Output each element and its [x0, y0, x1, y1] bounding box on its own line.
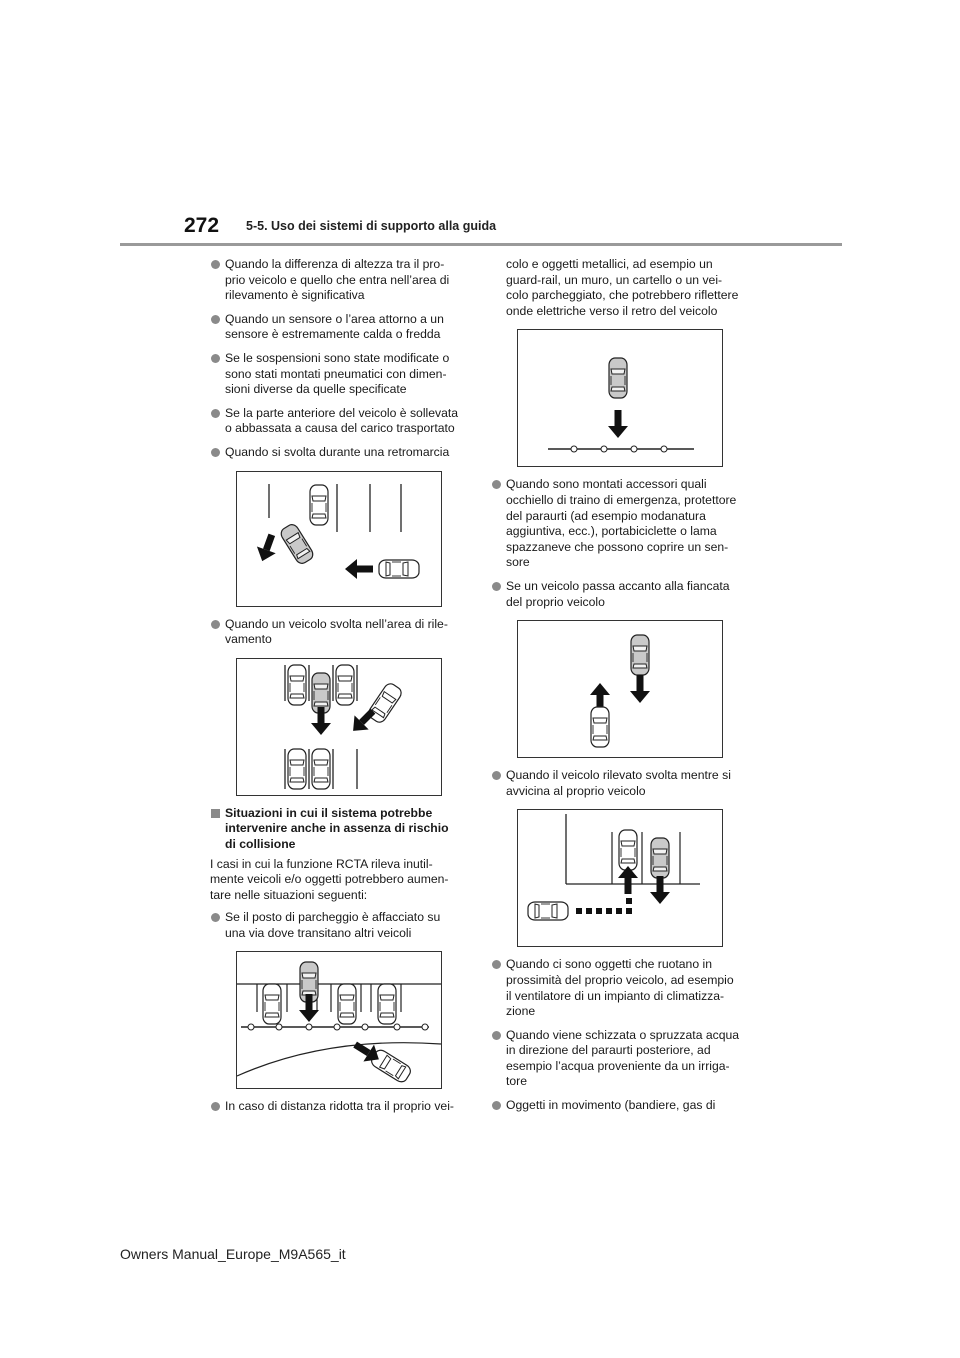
figure-vehicle-turning-into-area	[236, 658, 442, 796]
figure-reverse-turn	[236, 471, 442, 607]
bullet-icon	[492, 1101, 501, 1110]
bullet-icon	[211, 1102, 220, 1111]
right-column	[491, 257, 743, 1122]
list-item: Quando un veicolo svolta nell’area di rile- vamento	[210, 617, 462, 648]
figure-reflective-objects	[517, 329, 723, 467]
section-title: 5-5. Uso dei sistemi di supporto alla guida	[246, 219, 497, 233]
bullet-icon	[211, 315, 220, 324]
bullet-icon	[492, 960, 501, 969]
bullet-icon	[492, 582, 501, 591]
list-item: Se la parte anteriore del veicolo è sollevata o abbassata a causa del carico trasportato	[210, 406, 462, 437]
square-bullet-icon	[211, 809, 220, 818]
list-item: Se le sospensioni sono state modificate o sono stati montati pneumatici con dimen- sioni diverse da quelle specificate	[210, 351, 462, 398]
bullet-icon	[211, 260, 220, 269]
list-item: Oggetti in movimento (bandiere, gas di	[491, 1098, 743, 1114]
footer-text: Owners Manual_Europe_M9A565_it	[120, 1246, 346, 1262]
bullet-icon	[211, 448, 220, 457]
list-item: Se un veicolo passa accanto alla fiancata del proprio veicolo	[491, 579, 743, 610]
paragraph: I casi in cui la funzione RCTA rileva inutil- mente veicoli e/o oggetti potrebbero aumen- tare nelle situazioni seguenti:	[210, 856, 449, 902]
bullet-icon	[492, 771, 501, 780]
page-number: 272	[184, 214, 220, 237]
bullet-icon	[211, 620, 220, 629]
list-item: Quando il veicolo rilevato svolta mentre si avvicina al proprio veicolo	[491, 768, 743, 799]
list-item: Se il posto di parcheggio è affacciato su una via dove transitano altri veicoli	[210, 910, 462, 941]
bullet-icon	[211, 354, 220, 363]
list-item: Quando ci sono oggetti che ruotano in prossimità del proprio veicolo, ad esempio il ventilatore di un impianto di climatizza- zione	[491, 957, 743, 1019]
list-item: Quando viene schizzata o spruzzata acqua in direzione del paraurti posteriore, ad esempio l’acqua proveniente da un irriga- tore	[491, 1028, 743, 1090]
left-column	[210, 257, 462, 1123]
figure-vehicle-passing-alongside	[517, 620, 723, 758]
bullet-icon	[492, 480, 501, 489]
list-item: Quando un sensore o l’area attorno a un sensore è estremamente calda o fredda	[210, 312, 462, 343]
bullet-icon	[211, 409, 220, 418]
subheading: Situazioni in cui il sistema potrebbe intervenire anche in assenza di rischio di collisione	[210, 806, 462, 853]
list-item: Quando la differenza di altezza tra il pro- prio veicolo e quello che entra nell’area di rilevamento è significativa	[210, 257, 462, 304]
header-rule	[120, 243, 842, 246]
figure-parking-by-road	[236, 951, 442, 1089]
bullet-icon	[211, 913, 220, 922]
list-item: Quando sono montati accessori quali occhiello di traino di emergenza, protettore del paraurti (ad esempio modanatura aggiuntiva, ecc.), portabiciclette o lama spazzaneve che possono coprire un sen- sore	[491, 477, 743, 571]
bullet-icon	[492, 1031, 501, 1040]
list-item: Quando si svolta durante una retromarcia	[210, 445, 462, 461]
continued-paragraph: colo e oggetti metallici, ad esempio un guard-rail, un muro, un cartello o un vei- colo parcheggiato, che potrebbero riflettere onde elettriche verso il retro del veicolo	[506, 257, 739, 318]
list-item: In caso di distanza ridotta tra il proprio vei-	[210, 1099, 462, 1115]
figure-detected-vehicle-turning	[517, 809, 723, 947]
